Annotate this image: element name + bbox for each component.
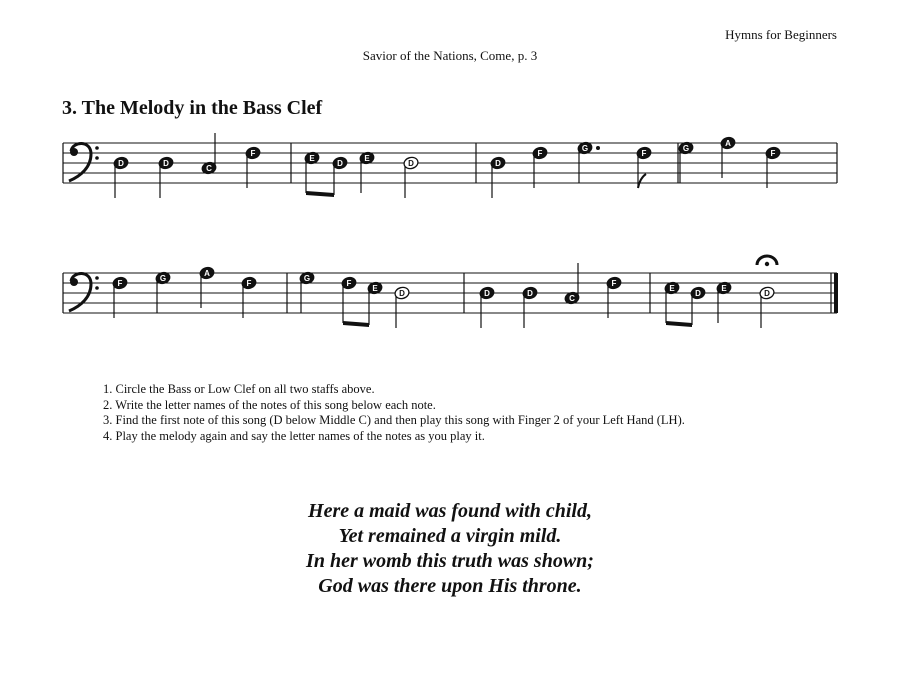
note-letter: F: [117, 279, 123, 288]
hymn-verse: [0, 499, 900, 599]
note-letter: D: [337, 159, 343, 168]
music-staff-1: [0, 120, 900, 220]
augmentation-dot: [596, 146, 600, 150]
verse-line: In her womb this truth was shown;: [306, 550, 594, 572]
verse-line: God was there upon His throne.: [318, 575, 582, 597]
instruction-item: 3. Find the first note of this song (D below Middle C) and then play this song with Finger 2 of your Left Hand (LH).: [103, 413, 685, 427]
note-letter: F: [611, 279, 617, 288]
page-title: Savior of the Nations, Come, p. 3: [362, 48, 538, 63]
note-letter: F: [537, 149, 543, 158]
note-letter: G: [159, 274, 167, 283]
note-letter: F: [250, 149, 256, 158]
book-title: Hymns for Beginners: [725, 27, 837, 42]
note-letter: G: [581, 144, 589, 153]
note-beam: [666, 321, 692, 327]
note-letter: G: [303, 274, 311, 283]
note-letter: C: [569, 294, 575, 303]
note-letter: E: [372, 284, 378, 293]
note-letter: F: [346, 279, 352, 288]
instruction-item: 4. Play the melody again and say the letter names of the notes as you play it.: [103, 428, 485, 443]
section-title: 3. The Melody in the Bass Clef: [62, 97, 323, 119]
note-letter: D: [495, 159, 501, 168]
bass-clef-icon: [69, 143, 99, 181]
note-beam: [343, 321, 369, 327]
note-letter: E: [669, 284, 675, 293]
instructions-list: [103, 382, 685, 444]
note-letter: D: [764, 289, 770, 298]
final-barline-icon: [834, 273, 838, 313]
note-letter: F: [641, 149, 647, 158]
verse-line: Here a maid was found with child,: [308, 500, 592, 522]
note-flag: [638, 174, 646, 188]
note-letter: A: [204, 269, 210, 278]
note-letter: A: [725, 139, 731, 148]
note-letter: E: [309, 154, 315, 163]
note-letter: F: [770, 149, 776, 158]
verse-line: Yet remained a virgin mild.: [338, 525, 562, 547]
instruction-item: 2. Write the letter names of the notes of this song below each note.: [103, 397, 436, 412]
note-letter: G: [682, 144, 690, 153]
music-staff-2: [0, 250, 900, 350]
note-beam: [306, 191, 334, 197]
fermata-icon: [765, 262, 769, 266]
note-letter: D: [695, 289, 701, 298]
note-letter: D: [163, 159, 169, 168]
note-letter: E: [721, 284, 727, 293]
note-letter: D: [408, 159, 414, 168]
note-letter: D: [118, 159, 124, 168]
instruction-item: 1. Circle the Bass or Low Clef on all two staffs above.: [103, 382, 375, 396]
bass-clef-icon: [69, 273, 99, 311]
note-letter: C: [206, 164, 212, 173]
note-letter: E: [364, 154, 370, 163]
note-letter: D: [484, 289, 490, 298]
note-letter: F: [246, 279, 252, 288]
note-letter: D: [399, 289, 405, 298]
note-letter: D: [527, 289, 533, 298]
